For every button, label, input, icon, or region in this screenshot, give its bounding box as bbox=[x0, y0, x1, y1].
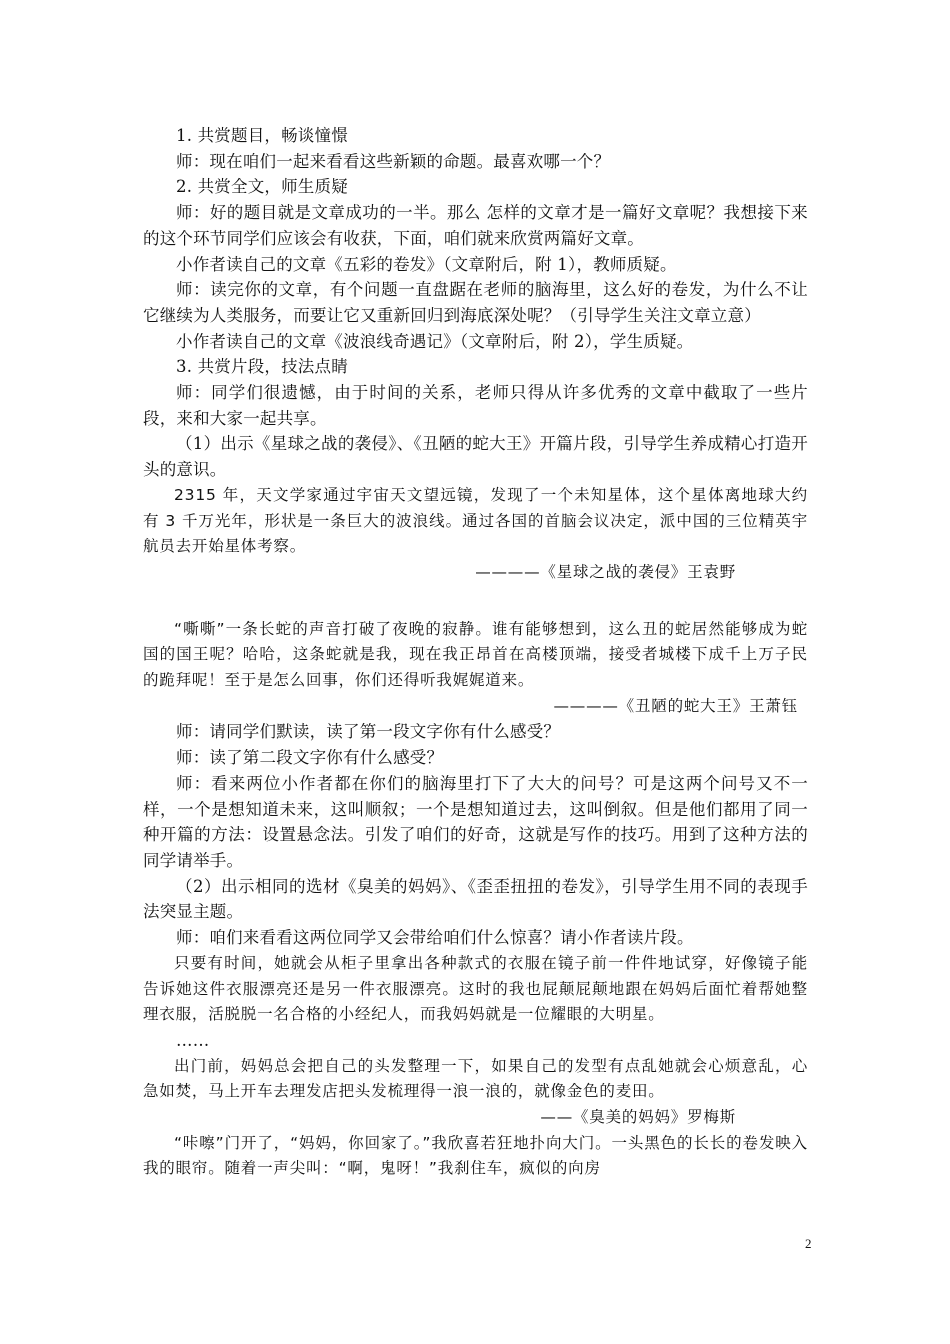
excerpt-vain-mother: 只要有时间，她就会从柜子里拿出各种款式的衣服在镜子前一件件地试穿，好像镜子能告诉她这件衣服漂亮还是另一件衣服漂亮。这时的我也屁颠屁颠地跟在妈妈后面忙着帮她整理衣服，活脱脱一名合格的小经纪人，而我妈妈就是一位耀眼的大明星。 bbox=[143, 953, 808, 1024]
excerpt-snake-king: “嘶嘶”一条长蛇的声音打破了夜晚的寂静。谁有能够想到，这么丑的蛇居然能够成为蛇国的国王呢？哈哈，这条蛇就是我，现在我正昂首在高楼顶端，接受者城楼下成千上万子民的跪拜呢！至于是怎么回事，你们还得听我娓娓道来。 bbox=[143, 619, 808, 690]
paragraph: 小作者读自己的文章《五彩的卷发》（文章附后，附 1），教师质疑。 bbox=[176, 254, 677, 274]
heading-2: 2. 共赏全文，师生质疑 bbox=[176, 177, 348, 197]
excerpt-source: ——《臭美的妈妈》罗梅斯 bbox=[540, 1108, 736, 1127]
paragraph: （1）出示《星球之战的袭侵》、《丑陋的蛇大王》开篇片段，引导学生养成精心打造开头的意识。 bbox=[143, 434, 808, 480]
excerpt-source: ————《丑陋的蛇大王》王萧钰 bbox=[553, 696, 798, 715]
paragraph: 师：好的题目就是文章成功的一半。那么 怎样的文章才是一篇好文章呢？我想接下来的这个环节同学们应该会有收获，下面，咱们就来欣赏两篇好文章。 bbox=[143, 203, 808, 248]
spacer bbox=[143, 586, 808, 617]
heading-1: 1. 共赏题目，畅谈憧憬 bbox=[176, 126, 348, 145]
excerpt-curly-hair: “咔嚓”门开了，“妈妈，你回家了。”我欣喜若狂地扑向大门。一头黑色的长长的卷发映入我的眼帘。随着一声尖叫：“啊，鬼呀！”我刹住车，疯似的向房 bbox=[143, 1133, 808, 1178]
paragraph: 师：请同学们默读，读了第一段文字你有什么感受？ bbox=[176, 722, 561, 742]
page-body bbox=[143, 123, 808, 1182]
excerpt-star-war: 2315 年，天文学家通过宇宙天文望远镜，发现了一个未知星体，这个星体离地球大约有 3 千万光年，形状是一条巨大的波浪线。通过各国的首脑会议决定，派中国的三位精英宇航员去开始星体考察。 bbox=[143, 485, 808, 556]
paragraph: 师：看来两位小作者都在你们的脑海里打下了大大的问号？可是这两个问号又不一样，一个是想知道未来，这叫顺叙；一个是想知道过去，这叫倒叙。但是他们都用了同一种开篇的方法：设置悬念法。引发了咱们的好奇，这就是写作的技巧。用到了这种方法的同学请举手。 bbox=[143, 773, 808, 870]
ellipsis: …… bbox=[176, 1030, 210, 1050]
paragraph: 师：读了第二段文字你有什么感受？ bbox=[176, 748, 444, 768]
paragraph: 师：读完你的文章，有个问题一直盘踞在老师的脑海里，这么好的卷发，为什么不让它继续为人类服务，而要让它又重新回归到海底深处呢？（引导学生关注文章立意） bbox=[143, 280, 808, 325]
paragraph: 师：咱们来看看这两位同学又会带给咱们什么惊喜？请小作者读片段。 bbox=[176, 928, 694, 948]
excerpt-vain-mother-2: 出门前，妈妈总会把自己的头发整理一下，如果自己的发型有点乱她就会心烦意乱，心急如焚，马上开车去理发店把头发梳理得一浪一浪的，就像金色的麦田。 bbox=[143, 1056, 808, 1101]
paragraph: 师：现在咱们一起来看看这些新颖的命题。最喜欢哪一个？ bbox=[176, 151, 611, 171]
paragraph: 小作者读自己的文章《波浪线奇遇记》（文章附后，附 2），学生质疑。 bbox=[176, 331, 694, 351]
page-number: 2 bbox=[805, 1236, 812, 1251]
paragraph: 师：同学们很遗憾，由于时间的关系，老师只得从许多优秀的文章中截取了一些片段，来和大家一起共享。 bbox=[143, 383, 808, 428]
heading-3: 3. 共赏片段，技法点睛 bbox=[176, 357, 348, 377]
excerpt-source: ————《星球之战的袭侵》王袁野 bbox=[475, 562, 736, 581]
paragraph: （2）出示相同的选材《臭美的妈妈》、《歪歪扭扭的卷发》，引导学生用不同的表现手法突显主题。 bbox=[143, 876, 808, 922]
